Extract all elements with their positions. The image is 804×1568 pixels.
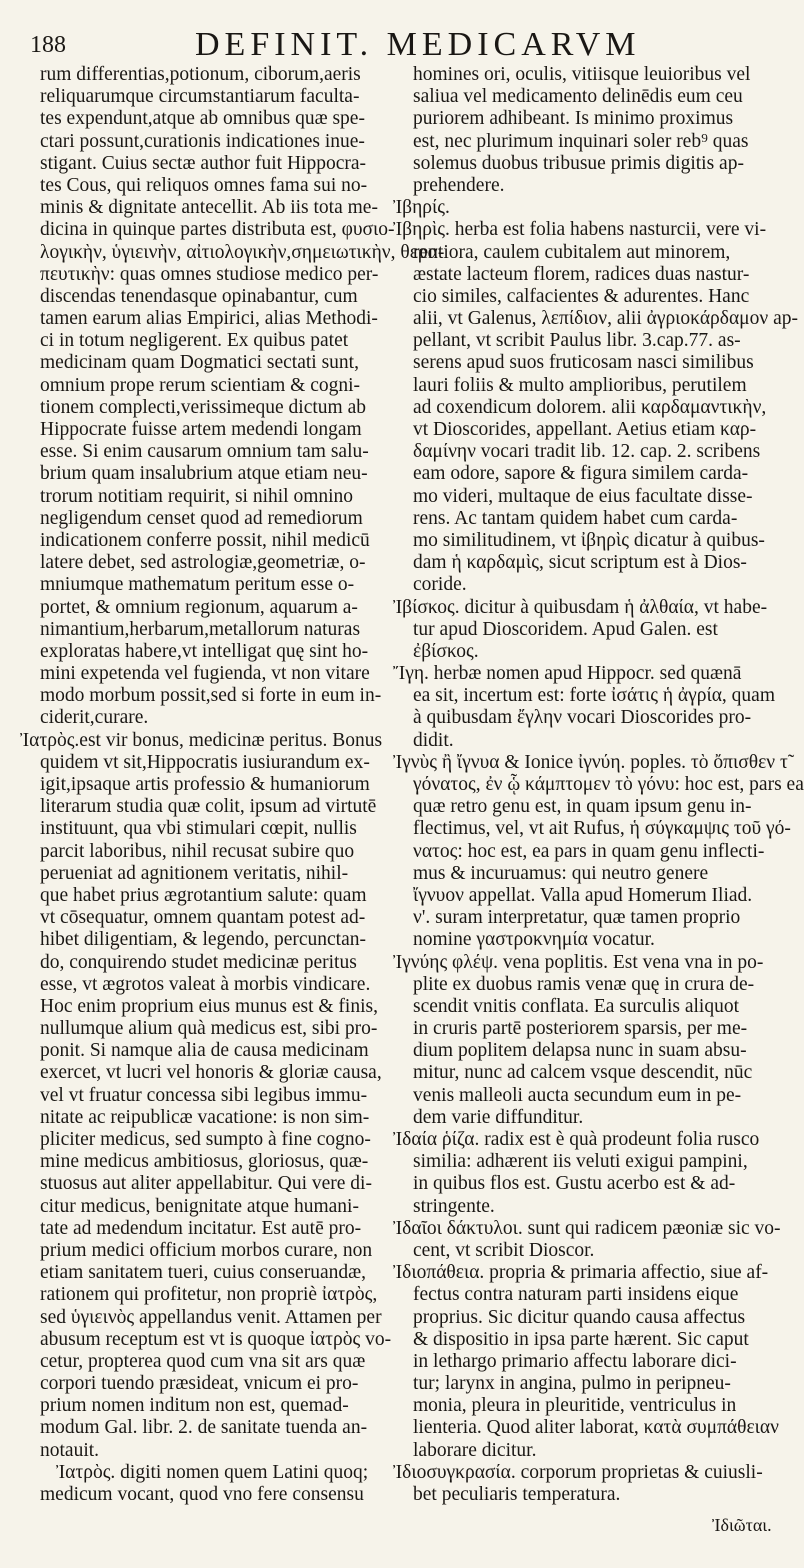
text-line: & dispositio in ipsa parte hærent. Sic caput — [413, 1328, 749, 1350]
text-line: corpori tuendo præsideat, vnicum ei pro- — [40, 1373, 359, 1395]
text-line: vt Dioscorides, appellant. Aetius etiam καρ- — [413, 419, 757, 440]
text-line: minis & dignitate antecellit. Ab iis tota me- — [40, 197, 378, 219]
text-line: nimantium,herbarum,metallorum naturas — [40, 618, 361, 640]
text-line: modum Gal. libr. 2. de sanitate tuenda an- — [40, 1417, 368, 1439]
text-line: igit,ipsaque artis professio & humaniorum — [40, 774, 370, 795]
text-line: ponit. Si namque alia de causa medicinam — [40, 1040, 369, 1062]
text-line: tamen earum alias Empirici, alias Methodi- — [40, 308, 378, 330]
text-line: lauri foliis & multo amplioribus, perutilem — [413, 374, 747, 396]
text-line: pellant, vt scribit Paulus libr. 3.cap.77. as- — [413, 330, 741, 352]
text-line: tate ad medendum incitatur. Est autē pro- — [40, 1217, 362, 1239]
text-line: Ἰβίσκος. dicitur à quibusdam ἡ ἀλθαία, vt habe- — [393, 596, 768, 618]
text-line: homines ori, oculis, vitiisque leuioribus vel — [413, 64, 751, 85]
right-text-column — [393, 64, 804, 1506]
text-line: latere debet, sed astrologiæ,geometriæ, o- — [40, 552, 366, 574]
text-line: Ἰατρὸς. digiti nomen quem Latini quoq; — [56, 1461, 369, 1483]
text-line: do, conquirendo studet medicinæ peritus — [40, 951, 357, 973]
text-line: mo videri, multaque de eius facultate disse- — [413, 485, 753, 507]
text-line: Hippocrate fuisse artem medendi longam — [40, 419, 362, 440]
running-title: DEFINIT. MEDICARVM — [195, 26, 641, 63]
text-line: mitur, nunc ad calcem vsque descendit, nūc — [413, 1062, 753, 1084]
text-line: ci in totum negligerent. Ex quibus patet — [40, 330, 349, 352]
text-line: stuosus aut aliter appellabitur. Qui vere di- — [40, 1173, 372, 1195]
text-line: pliciter medicus, sed sumpto à fine cogno- — [40, 1129, 371, 1150]
text-line: cio similes, calfacientes & adurentes. Hanc — [413, 285, 750, 307]
text-line: eam odore, sapore & figura similem carda- — [413, 463, 749, 485]
text-line: prium nomen inditum non est, quemad- — [40, 1395, 349, 1417]
text-line: est, nec plurimum inquinari soler reb⁹ quas — [413, 130, 749, 152]
text-line: cent, vt scribit Dioscor. — [413, 1239, 595, 1261]
text-line: venis malleoli aucta secundum eum in pe- — [413, 1084, 742, 1106]
text-line: puriorem adhibeant. Is minimo proximus — [413, 108, 734, 130]
text-line: Ἴγη. herbæ nomen apud Hippocr. sed quænā — [393, 663, 742, 685]
text-line: medicum vocant, quod vno fere consensu — [40, 1484, 364, 1505]
text-line: γόνατος, ἐν ᾧ κάμπτομεν τὸ γόνυ: hoc est, pars ea — [413, 774, 804, 795]
text-line: ἴγνυον appellat. Valla apud Homerum Iliad. — [413, 884, 753, 906]
text-line: cetur, propterea quod cum vna sit ars quæ — [40, 1350, 366, 1372]
text-line: abusum receptum est vt is quoque ἰατρὸς vo- — [40, 1328, 392, 1350]
text-line: in cruris partē posteriorem sparsis, per me- — [413, 1018, 748, 1040]
text-line: indicationem conferre possit, nihil medicū — [40, 529, 370, 551]
text-line: prium medici officium morbos curare, non — [40, 1239, 373, 1261]
text-line: Ἰατρὸς.est vir bonus, medicinæ peritus. Bonus — [20, 729, 383, 751]
text-line: modo morbum possit,sed si forte in eum in- — [40, 685, 382, 707]
page-number: 188 — [30, 32, 66, 58]
text-line: Ἰβηρὶς. herba est folia habens nasturcii, vere vi- — [393, 219, 767, 241]
text-line: scendit vnitis conflata. Ea surculis aliquot — [413, 995, 740, 1017]
text-line: ctari possunt,curationis indicationes inue- — [40, 130, 365, 152]
text-line: Ἰγνὺς ἢ ἴγνυα & Ionice ἰγνύη. poples. τὸ ὄπισθεν τ̃ — [393, 751, 788, 773]
text-line: mo similitudinem, vt ἰβηρὶς dicatur à quibus- — [413, 529, 765, 551]
text-line: saliua vel medicamento delinēdis eum ceu — [413, 86, 743, 108]
text-line: πευτικὴν: quas omnes studiose medico per- — [40, 263, 379, 285]
text-line: Ἰδιοσυγκρασία. corporum proprietas & cuiusli- — [393, 1461, 763, 1483]
text-line: negligendum censet quod ad remediorum — [40, 507, 363, 529]
text-line: mniumque mathematum peritum esse o- — [40, 574, 355, 596]
text-line: Ἰγνύης φλέψ. vena poplitis. Est vena vna in po- — [393, 951, 764, 973]
text-line: prehendere. — [413, 174, 505, 196]
text-line: exploratas habere,vt intelligat quę sint ho- — [40, 640, 369, 662]
text-line: nitate ac reipublicæ vacatione: is non sim- — [40, 1106, 370, 1128]
text-line: hibet diligentiam, & legendo, percunctan- — [40, 929, 366, 951]
text-line: plite ex duobus ramis venæ quę in crura de- — [413, 973, 755, 995]
text-line: Hoc enim proprium eius munus est & finis, — [40, 995, 378, 1017]
text-line: Ἰδαία ῥίζα. radix est è quà prodeunt folia rusco — [393, 1129, 760, 1150]
text-line: ea sit, incertum est: forte ἰσάτις ἡ ἀγρία, quam — [413, 685, 776, 707]
text-line: à quibusdam ἔγλην vocari Dioscorides pro- — [413, 707, 752, 729]
catchword: Ἰδιῶται. — [712, 1515, 772, 1535]
text-line: sed ὑγιεινὸς appellandus venit. Attamen per — [40, 1306, 382, 1328]
text-line: brium quam insalubrium atque etiam neu- — [40, 463, 368, 485]
text-line: fectus contra naturam parti insidens eique — [413, 1284, 739, 1306]
text-line: tes Cous, qui reliquos omnes fama sui no- — [40, 174, 368, 196]
text-line: monia, pleura in pleuritide, ventriculus in — [413, 1395, 737, 1417]
text-line: nullumque alium quà medicus est, sibi pro- — [40, 1018, 378, 1040]
text-line: trorum notitiam requirit, si nihil omnino — [40, 485, 354, 507]
text-line: coride. — [413, 574, 467, 596]
text-line: didit. — [413, 729, 454, 751]
text-line: parcit laboribus, nihil recusat subire quo — [40, 840, 355, 862]
text-line: dam ἡ καρδαμὶς, sicut scriptum est à Dios- — [413, 552, 747, 574]
text-line: serens apud suos fruticosam nasci similibus — [413, 352, 754, 374]
text-line: medicinam quam Dogmatici sectati sunt, — [40, 352, 359, 374]
text-line: νατος: hoc est, ea pars in quam genu inflecti- — [413, 840, 765, 862]
text-line: Ἰδαῖοι δάκτυλοι. sunt qui radicem pæoniæ sic vo- — [393, 1217, 781, 1239]
text-line: vt cōsequatur, omnem quantam potest ad- — [40, 907, 366, 929]
text-line: stringente. — [413, 1195, 495, 1217]
text-line: laborare dicitur. — [413, 1439, 537, 1461]
text-line: ad coxendicum dolorem. alii καρδαμαντικὴν, — [413, 396, 767, 418]
text-line: citur medicus, benignitate atque humani- — [40, 1195, 359, 1217]
text-line: esse. Si enim causarum omnium tam salu- — [40, 441, 369, 463]
text-line: omnium prope rerum scientiam & cogni- — [40, 374, 361, 396]
text-line: flectimus, vel, vt ait Rufus, ἡ σύγκαμψις τοῦ γό- — [413, 818, 791, 840]
text-line: lienteria. Quod aliter laborat, κατὰ συμπάθειαν — [413, 1417, 779, 1439]
text-line: stigant. Cuius sectæ author fuit Hippocra- — [40, 152, 367, 174]
text-line: mus & incuruamus: qui neutro genere — [413, 862, 709, 884]
text-line: quæ retro genu est, in quam ipsum genu in- — [413, 796, 752, 818]
text-line: vel vt fruatur concessa sibi legibus immu- — [40, 1084, 368, 1106]
text-line: proprius. Sic dicitur quando causa affectus — [413, 1306, 746, 1328]
text-line: λογικὴν, ὑγιεινὴν, αἰτιολογικὴν,σημειωτικὴν, θερα- — [40, 241, 445, 263]
text-line: rationem qui profitetur, non propriè ἰατρὸς, — [40, 1284, 378, 1306]
text-line: reliquarumque circumstantiarum faculta- — [40, 86, 360, 108]
text-line: quidem vt sit,Hippocratis iusiurandum ex- — [40, 751, 370, 773]
text-line: Ἰδιοπάθεια. propria & primaria affectio, siue af- — [393, 1262, 769, 1284]
text-line: rens. Ac tantam quidem habet cum carda- — [413, 507, 738, 529]
text-line: in lethargo primario affectu laborare dici- — [413, 1350, 737, 1372]
text-line: dem varie diffunditur. — [413, 1106, 584, 1128]
text-line: tionem complecti,verissimeque dictum ab — [40, 396, 366, 418]
text-line: similia: adhærent iis veluti exigui pampini, — [413, 1151, 748, 1173]
text-line: dicina in quinque partes distributa est, φυσιο- — [40, 219, 395, 241]
text-line: notauit. — [40, 1439, 100, 1461]
text-line: portet, & omnium regionum, aquarum a- — [40, 596, 358, 618]
text-line: δαμίνην vocari tradit lib. 12. cap. 2. scribens — [413, 441, 761, 463]
text-line: instituunt, qua vbi stimulari cœpit, nullis — [40, 818, 357, 840]
text-line: mine medicus ambitiosus, gloriosus, quæ- — [40, 1151, 369, 1173]
text-line: esse, vt ægrotos valeat à morbis vindicare. — [40, 973, 371, 995]
text-line: nomine γαστροκνημία vocatur. — [413, 929, 655, 951]
page-header — [0, 26, 800, 66]
text-line: ciderit,curare. — [40, 707, 149, 729]
text-line: ἐβίσκος. — [413, 640, 479, 662]
text-line: etiam sanitatem tueri, cuius conseruandæ, — [40, 1262, 366, 1284]
text-line: tur; larynx in angina, pulmo in peripneu- — [413, 1373, 731, 1395]
text-line: rentiora, caulem cubitalem aut minorem, — [413, 241, 731, 263]
text-line: discendas tenendasque opinabantur, cum — [40, 285, 358, 307]
text-line: rum differentias,potionum, ciborum,aeris — [40, 64, 361, 85]
text-line: literarum studia quæ colit, ipsum ad virtutē — [40, 796, 377, 818]
text-line: in quibus flos est. Gustu acerbo est & ad- — [413, 1173, 736, 1195]
text-line: tes expendunt,atque ab omnibus quæ spe- — [40, 108, 365, 130]
text-line: que habet prius ægrotantium salute: quam — [40, 884, 367, 906]
text-line: tur apud Dioscoridem. Apud Galen. est — [413, 618, 718, 640]
text-line: mini expetenda vel fugienda, vt non vitare — [40, 663, 370, 685]
text-line: ν'. suram interpretatur, quæ tamen proprio — [413, 907, 741, 929]
text-line: perueniat ad agnitionem veritatis, nihil- — [40, 862, 349, 884]
text-line: exercet, vt lucri vel honoris & gloriæ causa, — [40, 1062, 382, 1084]
text-line: æstate lacteum florem, radices duas nastur- — [413, 263, 750, 285]
text-line: Ἰβηρίς. — [393, 197, 450, 219]
text-line: solemus duobus tribusue primis digitis ap- — [413, 152, 744, 174]
text-line: alii, vt Galenus, λεπίδιον, alii ἀγριοκάρδαμον ap- — [413, 308, 798, 330]
text-line: bet peculiaris temperatura. — [413, 1484, 621, 1505]
text-line: dium poplitem delapsa nunc in suam absu- — [413, 1040, 747, 1062]
